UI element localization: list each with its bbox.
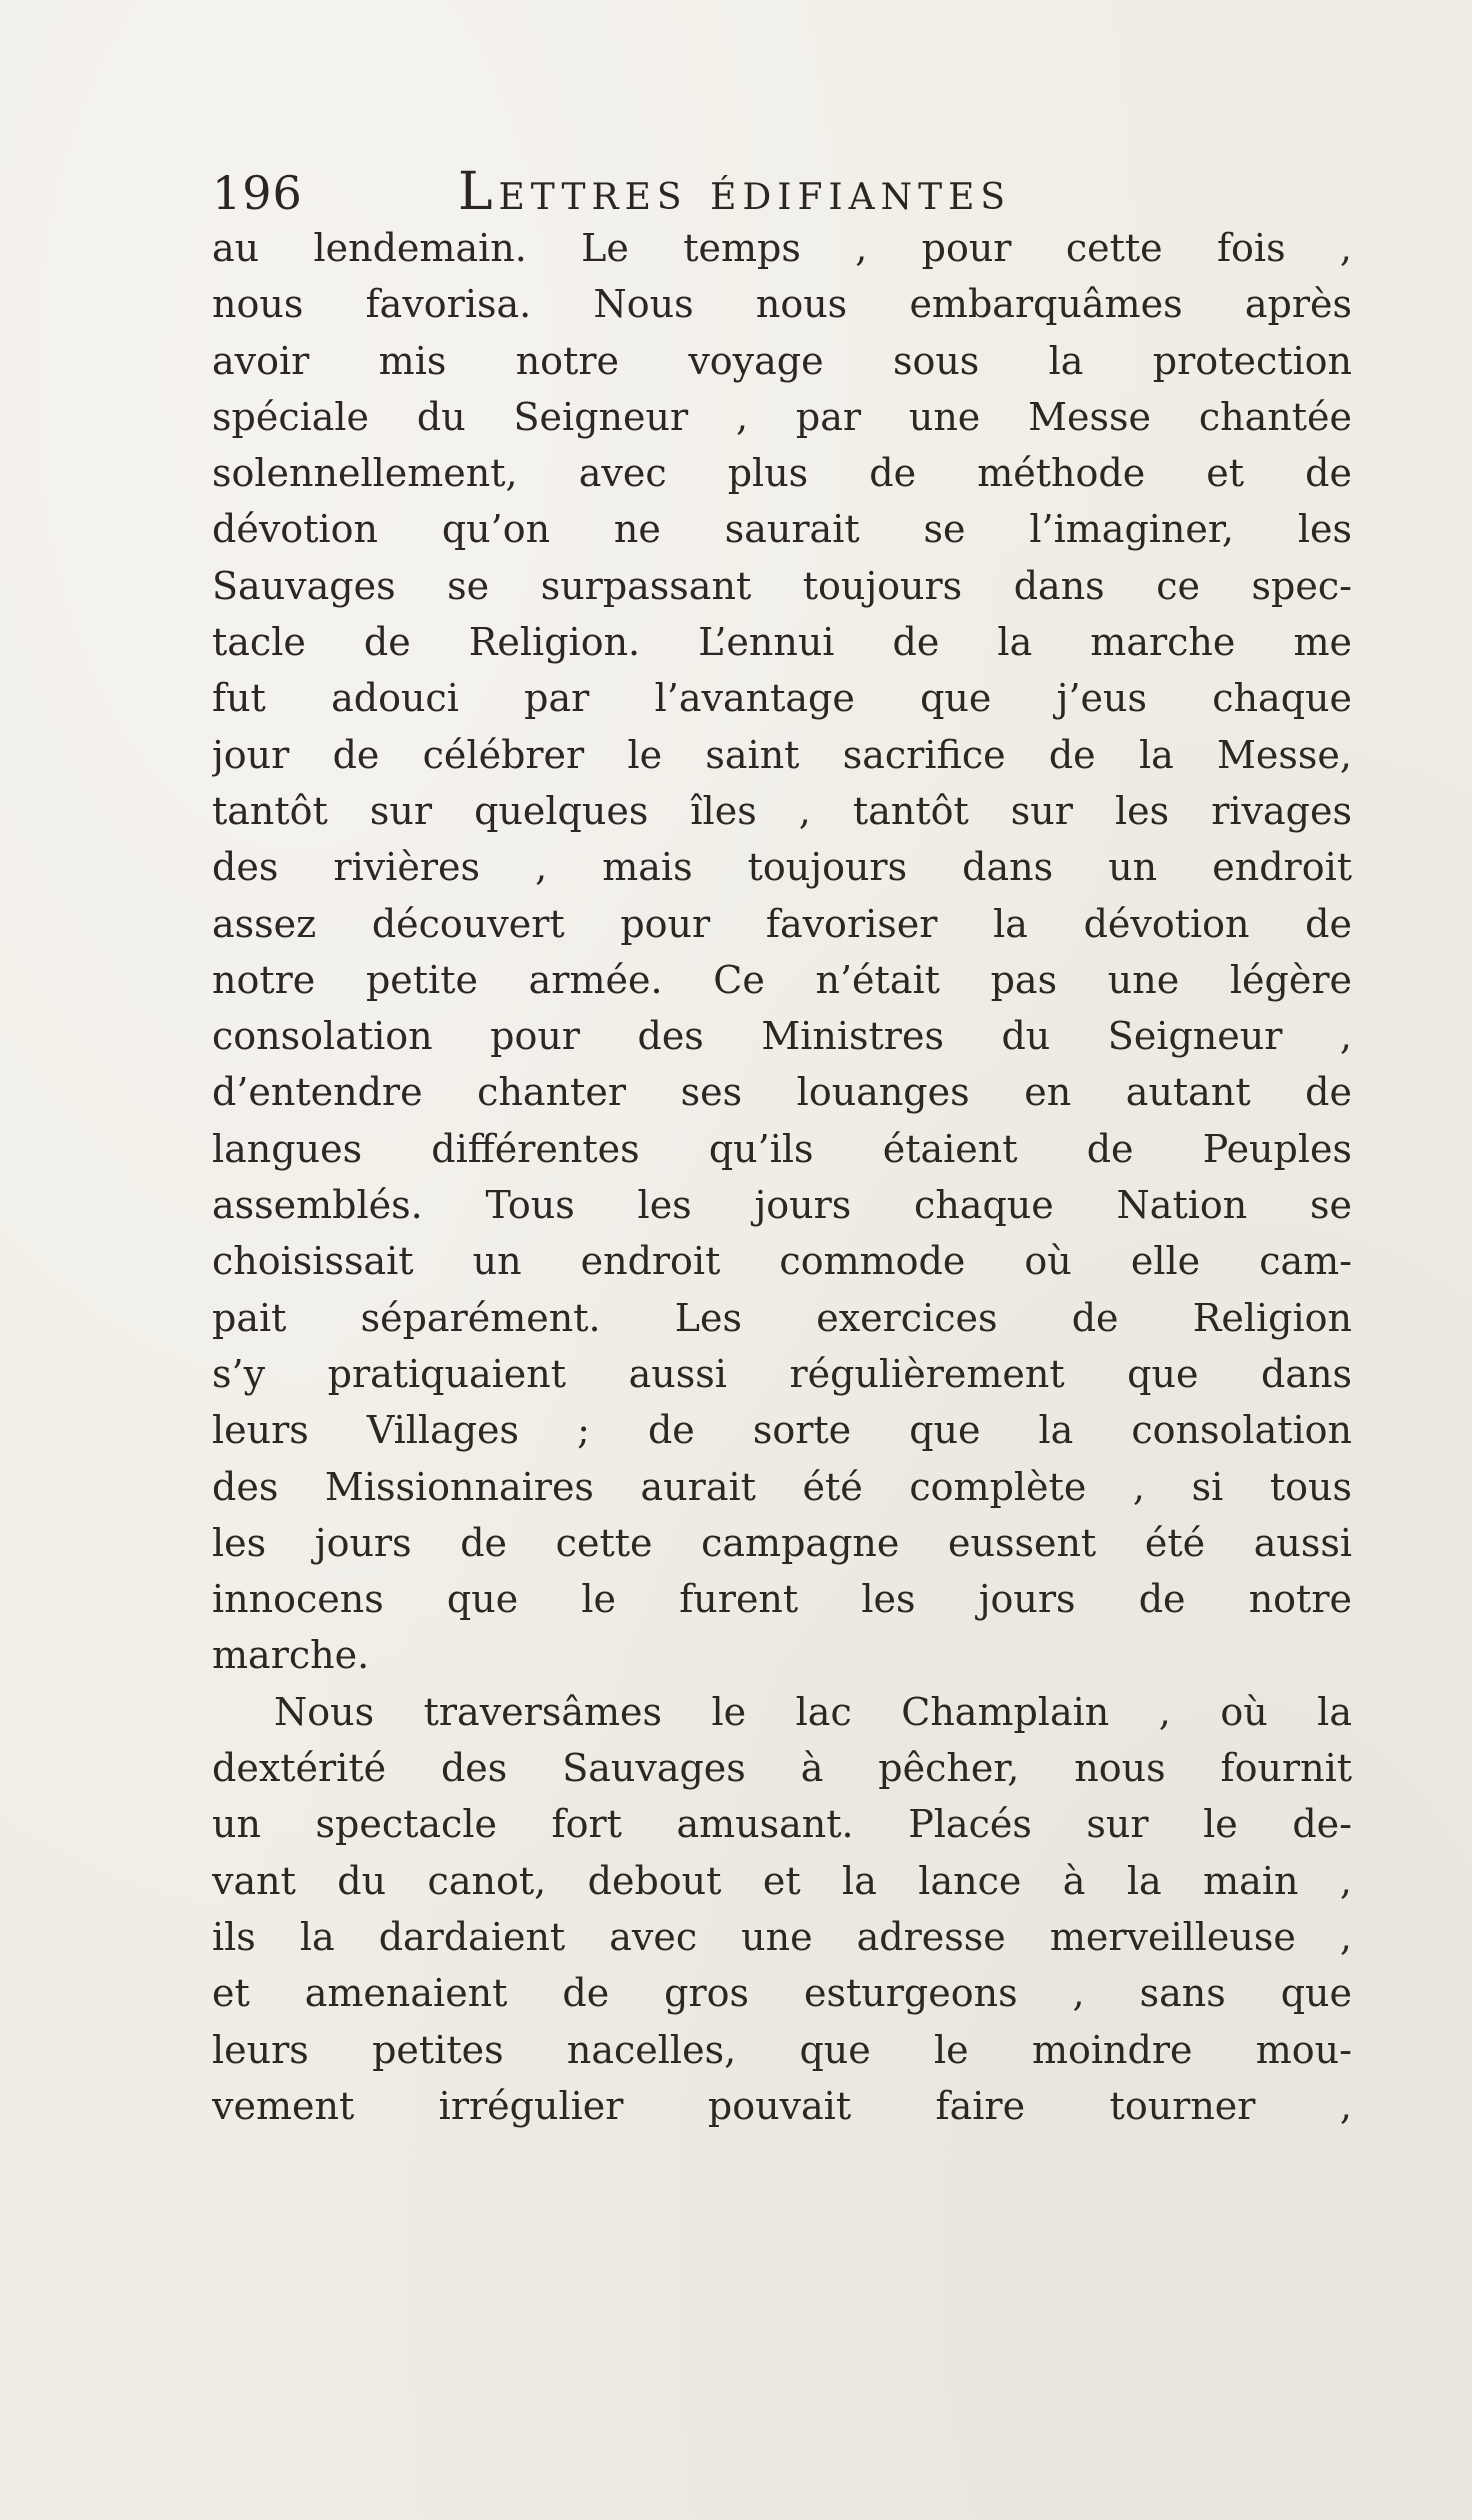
text-line: innocens que le furent les jours de notre [212, 1577, 1352, 1622]
text-line: langues différentes qu’ils étaient de Peuples [212, 1126, 1352, 1171]
text-line: tacle de Religion. L’ennui de la marche me [212, 620, 1352, 665]
text-line: ils la dardaient avec une adresse merveilleuse , [212, 1914, 1352, 1959]
text-line: dévotion qu’on ne saurait se l’imaginer, les [212, 507, 1352, 552]
body-text [212, 220, 1352, 2134]
page-number: 196 [212, 166, 303, 220]
text-line: notre petite armée. Ce n’était pas une légère [212, 957, 1352, 1002]
running-title: Lettres édifiantes [458, 162, 1012, 222]
text-line: avoir mis notre voyage sous la protection [212, 338, 1352, 383]
text-line: vement irrégulier pouvait faire tourner , [212, 2083, 1352, 2128]
text-line: au lendemain. Le temps , pour cette fois , [212, 226, 1352, 270]
page-header [212, 162, 1352, 226]
text-line: des rivières , mais toujours dans un endroit [212, 845, 1352, 890]
text-line: nous favorisa. Nous nous embarquâmes après [212, 282, 1352, 327]
text-line: leurs Villages ; de sorte que la consolation [212, 1408, 1352, 1453]
text-line: pait séparément. Les exercices de Religion [212, 1295, 1352, 1340]
text-line: choisissait un endroit commode où elle cam- [212, 1239, 1352, 1284]
text-line: Sauvages se surpassant toujours dans ce spec- [212, 563, 1352, 608]
text-line: solennellement, avec plus de méthode et de [212, 451, 1352, 496]
text-line: un spectacle fort amusant. Placés sur le de- [212, 1802, 1352, 1847]
text-line: d’entendre chanter ses louanges en autant de [212, 1070, 1352, 1115]
text-line: dextérité des Sauvages à pêcher, nous fournit [212, 1746, 1352, 1791]
text-line: leurs petites nacelles, que le moindre mou- [212, 2027, 1352, 2072]
paragraph-start-line: Nous traversâmes le lac Champlain , où la [274, 1689, 1352, 1734]
text-line: les jours de cette campagne eussent été aussi [212, 1520, 1352, 1565]
text-line: consolation pour des Ministres du Seigneur , [212, 1014, 1352, 1059]
text-line: tantôt sur quelques îles , tantôt sur les rivages [212, 788, 1352, 833]
text-line: s’y pratiquaient aussi régulièrement que dans [212, 1351, 1352, 1396]
paragraph-end-line: marche. [212, 1633, 370, 1678]
text-line: et amenaient de gros esturgeons , sans que [212, 1971, 1352, 2016]
text-line: fut adouci par l’avantage que j’eus chaque [212, 676, 1352, 721]
text-line: jour de célébrer le saint sacrifice de la Messe, [212, 732, 1352, 777]
text-line: assez découvert pour favoriser la dévotion de [212, 901, 1352, 946]
text-line: des Missionnaires aurait été complète , si tous [212, 1464, 1352, 1509]
text-line: spéciale du Seigneur , par une Messe chantée [212, 394, 1352, 439]
text-line: vant du canot, debout et la lance à la main , [212, 1858, 1352, 1903]
text-line: assemblés. Tous les jours chaque Nation se [212, 1183, 1352, 1228]
